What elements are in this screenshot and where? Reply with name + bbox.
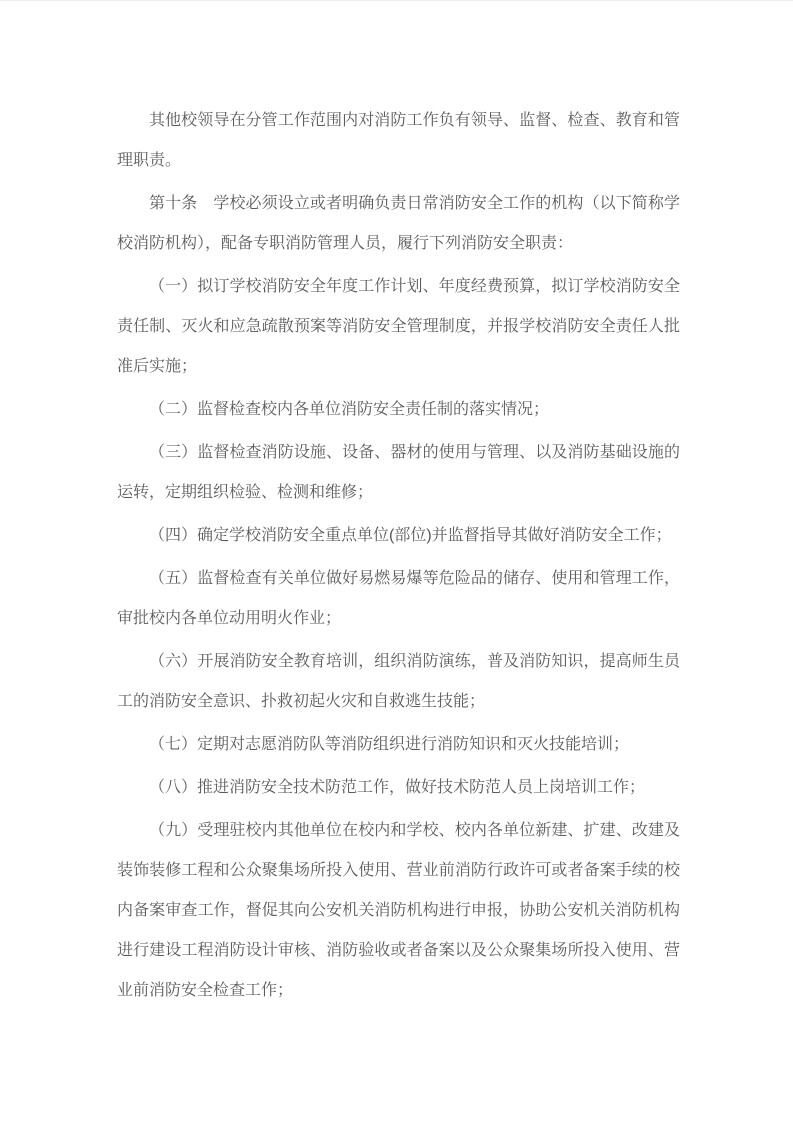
document-body: [117, 101, 680, 1014]
paragraph: （六）开展消防安全教育培训，组织消防演练，普及消防知识，提高师生员工的消防安全意识、扑救初起火灾和自救逃生技能；: [117, 653, 680, 710]
paragraph: （一）拟订学校消防安全年度工作计划、年度经费预算，拟订学校消防安全责任制、灭火和应急疏散预案等消防安全管理制度，并报学校消防安全责任人批准后实施；: [117, 278, 680, 375]
paragraph: （七）定期对志愿消防队等消防组织进行消防知识和灭火技能培训；: [149, 736, 630, 753]
paragraph: （二）监督检查校内各单位消防安全责任制的落实情况；: [149, 401, 550, 418]
paragraph: （九）受理驻校内其他单位在校内和学校、校内各单位新建、扩建、改建及装饰装修工程和公众聚集场所投入使用、营业前消防行政许可或者备案手续的校内备案审查工作，督促其向公安机关消防机构进行申报，协助公安机关消防机构进行建设工程消防设计审核、消防验收或者备案以及公众聚集场所投入使用、营业前消防安全检查工作；: [117, 822, 680, 999]
paragraph: 第十条 学校必须设立或者明确负责日常消防安全工作的机构（以下简称学校消防机构），配备专职消防管理人员，履行下列消防安全职责：: [117, 195, 680, 252]
paragraph: （三）监督检查消防设施、设备、器材的使用与管理、以及消防基础设施的运转，定期组织检验、检测和维修；: [117, 444, 680, 501]
paragraph: （八）推进消防安全技术防范工作，做好技术防范人员上岗培训工作；: [149, 779, 646, 796]
paragraph: 其他校领导在分管工作范围内对消防工作负有领导、监督、检查、教育和管理职责。: [117, 112, 680, 169]
paragraph: （五）监督检查有关单位做好易燃易爆等危险品的储存、使用和管理工作，审批校内各单位动用明火作业；: [117, 570, 680, 627]
paragraph: （四）确定学校消防安全重点单位(部位)并监督指导其做好消防安全工作；: [149, 527, 672, 544]
